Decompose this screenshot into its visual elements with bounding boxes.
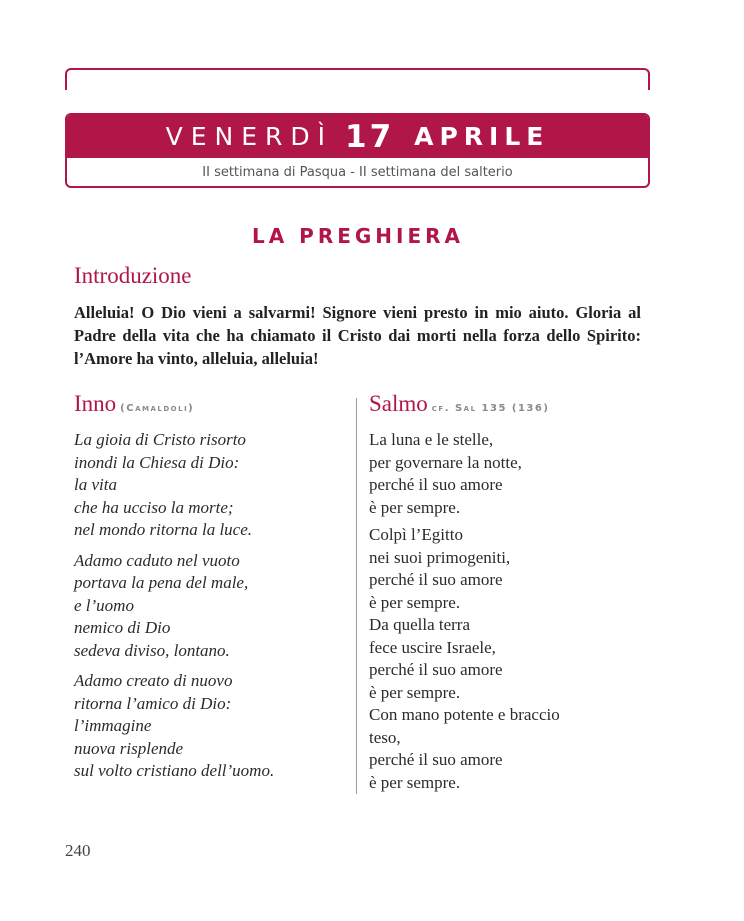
column-divider xyxy=(356,398,357,794)
date-day: VENERDÌ xyxy=(165,122,333,151)
verse-line: Adamo caduto nel vuoto xyxy=(74,550,240,570)
date-number: 17 xyxy=(345,118,395,155)
verse-line: è per sempre. xyxy=(369,772,461,792)
verse-line: l’immagine xyxy=(74,716,152,735)
stanza xyxy=(74,550,344,663)
stanza xyxy=(369,524,629,794)
verse-line: La gioia di Cristo risorto xyxy=(74,430,246,449)
verse-line: Da quella terra xyxy=(369,615,470,634)
psalm-title: Salmo xyxy=(369,391,428,416)
verse-line: nuova risplende xyxy=(74,738,184,758)
psalm-column xyxy=(369,391,629,799)
page-number: 240 xyxy=(65,841,91,860)
verse-line: perché il suo amore xyxy=(369,660,503,679)
verse-line: perché il suo amore xyxy=(369,570,503,589)
verse-line: Adamo creato di nuovo xyxy=(74,671,233,690)
verse-line: sul volto cristiano dell’uomo. xyxy=(74,761,275,780)
verse-line: inondi la Chiesa di Dio: xyxy=(74,452,240,472)
hymn-title: Inno xyxy=(74,391,117,416)
verse-line: fece uscire Israele, xyxy=(369,637,496,657)
liturgical-week: II settimana di Pasqua - II settimana del salterio xyxy=(202,165,513,180)
verse-line: perché il suo amore xyxy=(369,750,503,769)
verse-line: la vita xyxy=(74,475,117,494)
introduction-text: Alleluia! O Dio vieni a salvarmi! Signore vieni presto in mio aiuto. Gloria al Padre della vita che ha chiamato il Cristo dai morti nella forza dello Spirito: l’Amore ha vinto, alleluia, alleluia! xyxy=(74,303,641,368)
verse-line: sedeva diviso, lontano. xyxy=(74,640,230,660)
verse-line: Con mano potente e braccio xyxy=(369,705,560,724)
psalm-text xyxy=(369,429,629,794)
verse-line: nemico di Dio xyxy=(74,618,171,637)
verse-line: portava la pena del male, xyxy=(74,573,249,592)
verse-line: ritorna l’amico di Dio: xyxy=(74,693,232,713)
verse-line: La luna e le stelle, xyxy=(369,430,494,449)
verse-line: è per sempre. xyxy=(369,682,461,702)
hymn-text xyxy=(74,429,344,783)
verse-line: teso, xyxy=(369,727,401,747)
hymn-column xyxy=(74,391,344,791)
date-month: APRILE xyxy=(414,122,550,151)
stanza xyxy=(74,670,344,783)
verse-line: nei suoi primogeniti, xyxy=(369,547,511,567)
verse-line: e l’uomo xyxy=(74,595,134,615)
header-tab-frame xyxy=(65,68,650,90)
hymn-source: (Camaldoli) xyxy=(120,403,195,414)
verse-line: perché il suo amore xyxy=(369,475,503,494)
psalm-source: cf. Sal 135 (136) xyxy=(431,403,550,414)
verse-line: nel mondo ritorna la luce. xyxy=(74,520,253,539)
verse-line: per governare la notte, xyxy=(369,452,522,472)
stanza xyxy=(74,429,344,542)
psalm-heading xyxy=(369,391,629,417)
verse-line: che ha ucciso la morte; xyxy=(74,497,234,517)
hymn-heading xyxy=(74,391,344,417)
verse-line: è per sempre. xyxy=(369,592,461,612)
date-header xyxy=(65,113,650,188)
introduction-heading: Introduzione xyxy=(74,263,192,288)
date-banner xyxy=(67,115,648,158)
section-title: LA PREGHIERA xyxy=(251,224,465,248)
stanza xyxy=(369,429,629,519)
verse-line: è per sempre. xyxy=(369,497,461,517)
verse-line: Colpì l’Egitto xyxy=(369,525,463,544)
